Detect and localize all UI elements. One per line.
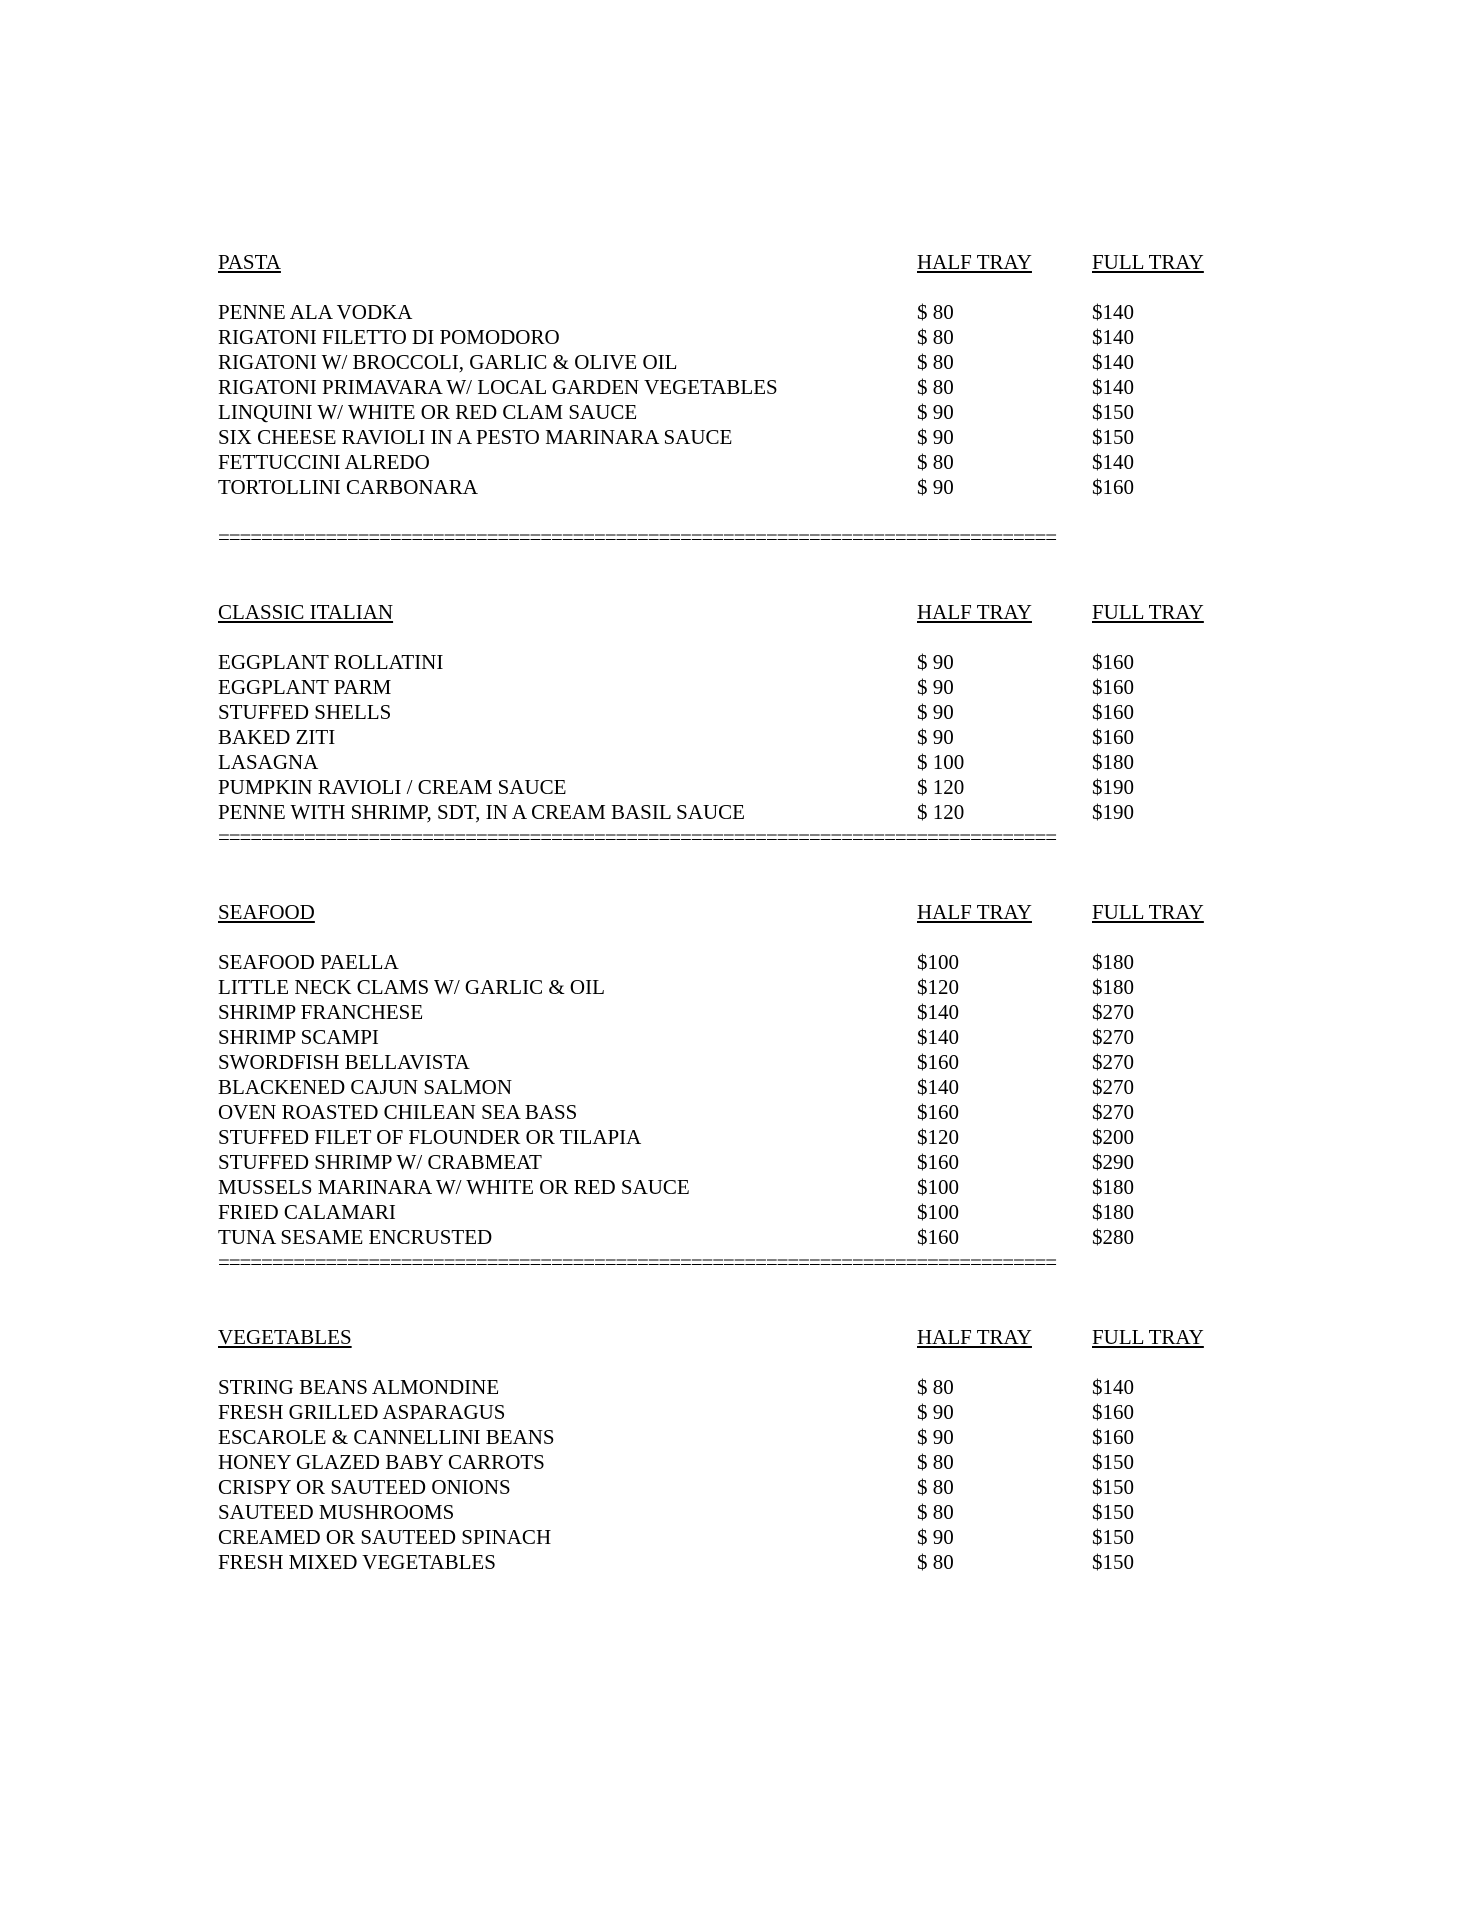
item-name: LITTLE NECK CLAMS W/ GARLIC & OIL (218, 975, 605, 999)
menu-item-row (218, 350, 1268, 375)
item-name: RIGATONI PRIMAVARA W/ LOCAL GARDEN VEGETABLES (218, 375, 778, 399)
item-name: PENNE ALA VODKA (218, 300, 413, 324)
item-name: HONEY GLAZED BABY CARROTS (218, 1450, 545, 1474)
full-tray-price: $180 (1092, 1200, 1134, 1224)
catering-menu (218, 250, 1268, 1575)
item-name: SHRIMP FRANCHESE (218, 1000, 424, 1024)
full-tray-price: $140 (1092, 1375, 1134, 1399)
menu-item-row (218, 1550, 1268, 1575)
half-tray-price: $ 90 (917, 1425, 954, 1449)
menu-item-row (218, 450, 1268, 475)
menu-item-row (218, 1525, 1268, 1550)
full-tray-price: $140 (1092, 375, 1134, 399)
menu-item-row (218, 1375, 1268, 1400)
full-tray-price: $160 (1092, 700, 1134, 724)
menu-section-vegetables (218, 1325, 1268, 1575)
half-tray-price: $160 (917, 1225, 959, 1249)
half-tray-header: HALF TRAY (917, 600, 1032, 624)
full-tray-header: FULL TRAY (1092, 250, 1204, 274)
menu-item-row (218, 1100, 1268, 1125)
full-tray-price: $200 (1092, 1125, 1134, 1149)
half-tray-price: $140 (917, 1025, 959, 1049)
full-tray-price: $150 (1092, 1550, 1134, 1574)
menu-item-row (218, 300, 1268, 325)
menu-item-row (218, 1025, 1268, 1050)
item-name: CRISPY OR SAUTEED ONIONS (218, 1475, 511, 1499)
half-tray-price: $ 80 (917, 1375, 954, 1399)
full-tray-price: $270 (1092, 1050, 1134, 1074)
half-tray-price: $160 (917, 1100, 959, 1124)
full-tray-price: $150 (1092, 1475, 1134, 1499)
half-tray-price: $ 80 (917, 1550, 954, 1574)
item-name: SEAFOOD PAELLA (218, 950, 399, 974)
half-tray-price: $120 (917, 975, 959, 999)
full-tray-price: $160 (1092, 650, 1134, 674)
section-header (218, 250, 1268, 275)
full-tray-price: $180 (1092, 950, 1134, 974)
half-tray-price: $ 90 (917, 650, 954, 674)
item-name: STUFFED SHRIMP W/ CRABMEAT (218, 1150, 542, 1174)
item-name: FRESH MIXED VEGETABLES (218, 1550, 496, 1574)
full-tray-price: $290 (1092, 1150, 1134, 1174)
item-name: FETTUCCINI ALREDO (218, 450, 430, 474)
half-tray-price: $ 90 (917, 675, 954, 699)
full-tray-price: $150 (1092, 400, 1134, 424)
item-name: EGGPLANT PARM (218, 675, 392, 699)
menu-item-row (218, 400, 1268, 425)
half-tray-price: $ 90 (917, 700, 954, 724)
full-tray-price: $190 (1092, 775, 1134, 799)
menu-item-row (218, 1425, 1268, 1450)
half-tray-price: $100 (917, 1175, 959, 1199)
half-tray-price: $ 80 (917, 300, 954, 324)
half-tray-price: $ 80 (917, 450, 954, 474)
menu-item-row (218, 1225, 1268, 1250)
item-name: PENNE WITH SHRIMP, SDT, IN A CREAM BASIL SAUCE (218, 800, 745, 824)
full-tray-price: $180 (1092, 750, 1134, 774)
full-tray-price: $180 (1092, 1175, 1134, 1199)
item-name: RIGATONI FILETTO DI POMODORO (218, 325, 560, 349)
half-tray-price: $120 (917, 1125, 959, 1149)
full-tray-price: $140 (1092, 350, 1134, 374)
menu-item-row (218, 975, 1268, 1000)
full-tray-price: $150 (1092, 425, 1134, 449)
full-tray-price: $150 (1092, 1500, 1134, 1524)
item-name: CREAMED OR SAUTEED SPINACH (218, 1525, 552, 1549)
section-title: PASTA (218, 250, 281, 274)
item-name: FRESH GRILLED ASPARAGUS (218, 1400, 506, 1424)
menu-item-row (218, 1450, 1268, 1475)
menu-item-row (218, 750, 1268, 775)
section-divider: ============================================================================== (218, 1250, 1056, 1274)
menu-item-row (218, 1500, 1268, 1525)
half-tray-price: $ 80 (917, 1475, 954, 1499)
half-tray-price: $ 90 (917, 1525, 954, 1549)
menu-item-row (218, 800, 1268, 825)
half-tray-price: $ 120 (917, 775, 965, 799)
item-name: LASAGNA (218, 750, 319, 774)
half-tray-price: $ 80 (917, 350, 954, 374)
item-name: BLACKENED CAJUN SALMON (218, 1075, 513, 1099)
full-tray-price: $140 (1092, 325, 1134, 349)
full-tray-header: FULL TRAY (1092, 900, 1204, 924)
item-name: ESCAROLE & CANNELLINI BEANS (218, 1425, 555, 1449)
section-divider: ============================================================================== (218, 825, 1056, 849)
half-tray-price: $ 90 (917, 1400, 954, 1424)
half-tray-header: HALF TRAY (917, 900, 1032, 924)
section-header (218, 1325, 1268, 1350)
full-tray-price: $140 (1092, 300, 1134, 324)
menu-item-row (218, 1125, 1268, 1150)
item-name: EGGPLANT ROLLATINI (218, 650, 444, 674)
menu-section-seafood (218, 900, 1268, 1250)
full-tray-price: $160 (1092, 1400, 1134, 1424)
half-tray-price: $ 120 (917, 800, 965, 824)
half-tray-price: $ 80 (917, 325, 954, 349)
full-tray-price: $140 (1092, 450, 1134, 474)
item-name: SWORDFISH BELLAVISTA (218, 1050, 470, 1074)
item-name: STUFFED SHELLS (218, 700, 392, 724)
menu-item-row (218, 950, 1268, 975)
item-name: PUMPKIN RAVIOLI / CREAM SAUCE (218, 775, 567, 799)
full-tray-price: $270 (1092, 1000, 1134, 1024)
full-tray-price: $150 (1092, 1525, 1134, 1549)
menu-section-classic-italian (218, 600, 1268, 825)
menu-item-row (218, 1050, 1268, 1075)
item-name: BAKED ZITI (218, 725, 336, 749)
full-tray-price: $160 (1092, 1425, 1134, 1449)
item-name: SIX CHEESE RAVIOLI IN A PESTO MARINARA SAUCE (218, 425, 733, 449)
section-divider: ============================================================================== (218, 525, 1056, 549)
half-tray-price: $ 90 (917, 725, 954, 749)
full-tray-price: $270 (1092, 1075, 1134, 1099)
half-tray-price: $100 (917, 950, 959, 974)
full-tray-price: $150 (1092, 1450, 1134, 1474)
menu-item-row (218, 1150, 1268, 1175)
menu-item-row (218, 1000, 1268, 1025)
menu-item-row (218, 1175, 1268, 1200)
menu-item-row (218, 1075, 1268, 1100)
item-name: SHRIMP SCAMPI (218, 1025, 379, 1049)
half-tray-price: $ 80 (917, 375, 954, 399)
half-tray-header: HALF TRAY (917, 1325, 1032, 1349)
menu-item-row (218, 700, 1268, 725)
half-tray-header: HALF TRAY (917, 250, 1032, 274)
full-tray-price: $180 (1092, 975, 1134, 999)
half-tray-price: $ 90 (917, 475, 954, 499)
menu-item-row (218, 425, 1268, 450)
menu-section-pasta (218, 250, 1268, 500)
full-tray-price: $190 (1092, 800, 1134, 824)
item-name: SAUTEED MUSHROOMS (218, 1500, 455, 1524)
item-name: FRIED CALAMARI (218, 1200, 396, 1224)
item-name: OVEN ROASTED CHILEAN SEA BASS (218, 1100, 578, 1124)
menu-item-row (218, 650, 1268, 675)
menu-item-row (218, 1200, 1268, 1225)
section-title: SEAFOOD (218, 900, 315, 924)
full-tray-price: $160 (1092, 675, 1134, 699)
menu-item-row (218, 475, 1268, 500)
item-name: STRING BEANS ALMONDINE (218, 1375, 500, 1399)
item-name: TUNA SESAME ENCRUSTED (218, 1225, 493, 1249)
full-tray-price: $280 (1092, 1225, 1134, 1249)
half-tray-price: $ 100 (917, 750, 965, 774)
menu-item-row (218, 775, 1268, 800)
menu-item-row (218, 675, 1268, 700)
half-tray-price: $160 (917, 1050, 959, 1074)
half-tray-price: $140 (917, 1075, 959, 1099)
menu-item-row (218, 375, 1268, 400)
half-tray-price: $100 (917, 1200, 959, 1224)
section-header (218, 600, 1268, 625)
half-tray-price: $ 90 (917, 425, 954, 449)
half-tray-price: $ 80 (917, 1500, 954, 1524)
half-tray-price: $160 (917, 1150, 959, 1174)
half-tray-price: $ 80 (917, 1450, 954, 1474)
item-name: MUSSELS MARINARA W/ WHITE OR RED SAUCE (218, 1175, 690, 1199)
menu-item-row (218, 725, 1268, 750)
half-tray-price: $140 (917, 1000, 959, 1024)
item-name: LINQUINI W/ WHITE OR RED CLAM SAUCE (218, 400, 638, 424)
half-tray-price: $ 90 (917, 400, 954, 424)
full-tray-header: FULL TRAY (1092, 1325, 1204, 1349)
section-title: VEGETABLES (218, 1325, 352, 1349)
full-tray-price: $160 (1092, 725, 1134, 749)
item-name: TORTOLLINI CARBONARA (218, 475, 478, 499)
full-tray-price: $160 (1092, 475, 1134, 499)
section-header (218, 900, 1268, 925)
full-tray-header: FULL TRAY (1092, 600, 1204, 624)
full-tray-price: $270 (1092, 1100, 1134, 1124)
menu-item-row (218, 1400, 1268, 1425)
full-tray-price: $270 (1092, 1025, 1134, 1049)
menu-item-row (218, 1475, 1268, 1500)
item-name: STUFFED FILET OF FLOUNDER OR TILAPIA (218, 1125, 642, 1149)
item-name: RIGATONI W/ BROCCOLI, GARLIC & OLIVE OIL (218, 350, 678, 374)
menu-item-row (218, 325, 1268, 350)
section-title: CLASSIC ITALIAN (218, 600, 394, 624)
